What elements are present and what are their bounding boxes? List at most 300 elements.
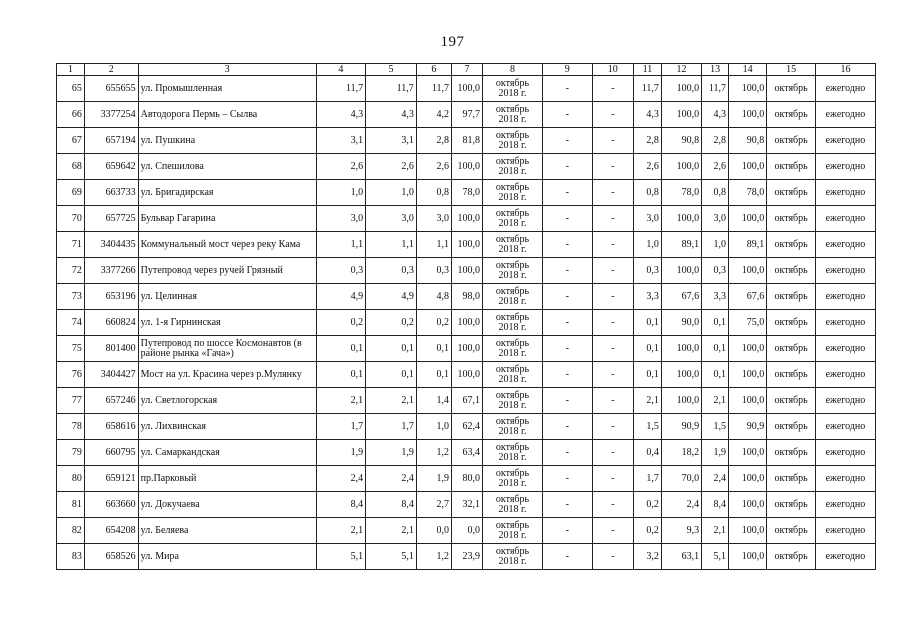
value-col-5: 2,6 <box>366 154 417 180</box>
value-col-4: 3,0 <box>316 206 366 232</box>
percent-col-7: 100,0 <box>451 206 482 232</box>
frequency-col-16: ежегодно <box>815 388 875 414</box>
percent-col-12: 100,0 <box>661 362 701 388</box>
month-col-15: октябрь <box>767 76 816 102</box>
percent-col-14: 67,6 <box>729 284 767 310</box>
percent-col-12: 67,6 <box>661 284 701 310</box>
value-col-4: 1,7 <box>316 414 366 440</box>
object-code: 653196 <box>84 284 138 310</box>
value-col-13: 2,8 <box>702 128 729 154</box>
frequency-col-16: ежегодно <box>815 102 875 128</box>
frequency-col-16: ежегодно <box>815 492 875 518</box>
column-header-11: 11 <box>633 64 661 76</box>
value-col-11: 0,2 <box>633 518 661 544</box>
value-col-10: - <box>592 180 633 206</box>
object-name: ул. Самаркандская <box>138 440 316 466</box>
frequency-col-16: ежегодно <box>815 440 875 466</box>
value-col-6: 4,2 <box>416 102 451 128</box>
percent-col-14: 100,0 <box>729 206 767 232</box>
column-header-9: 9 <box>542 64 592 76</box>
table-row <box>57 76 876 102</box>
percent-col-14: 100,0 <box>729 102 767 128</box>
period-col-8: октябрь 2018 г. <box>482 128 542 154</box>
value-col-10: - <box>592 102 633 128</box>
value-col-9: - <box>542 362 592 388</box>
percent-col-7: 63,4 <box>451 440 482 466</box>
table-row <box>57 440 876 466</box>
frequency-col-16: ежегодно <box>815 284 875 310</box>
month-col-15: октябрь <box>767 310 816 336</box>
period-col-8: октябрь 2018 г. <box>482 466 542 492</box>
value-col-5: 1,7 <box>366 414 417 440</box>
object-name: ул. Докучаева <box>138 492 316 518</box>
value-col-9: - <box>542 154 592 180</box>
value-col-11: 3,3 <box>633 284 661 310</box>
month-col-15: октябрь <box>767 492 816 518</box>
value-col-10: - <box>592 388 633 414</box>
frequency-col-16: ежегодно <box>815 466 875 492</box>
value-col-11: 3,2 <box>633 544 661 570</box>
month-col-15: октябрь <box>767 232 816 258</box>
value-col-9: - <box>542 388 592 414</box>
month-col-15: октябрь <box>767 466 816 492</box>
period-col-8: октябрь 2018 г. <box>482 76 542 102</box>
percent-col-14: 100,0 <box>729 466 767 492</box>
percent-col-7: 100,0 <box>451 76 482 102</box>
value-col-5: 1,1 <box>366 232 417 258</box>
percent-col-12: 100,0 <box>661 258 701 284</box>
value-col-11: 0,3 <box>633 258 661 284</box>
column-header-6: 6 <box>416 64 451 76</box>
value-col-11: 0,8 <box>633 180 661 206</box>
value-col-4: 4,9 <box>316 284 366 310</box>
value-col-6: 1,2 <box>416 440 451 466</box>
frequency-col-16: ежегодно <box>815 76 875 102</box>
value-col-4: 1,9 <box>316 440 366 466</box>
value-col-13: 2,1 <box>702 518 729 544</box>
month-col-15: октябрь <box>767 102 816 128</box>
header-row <box>57 64 876 76</box>
object-name: ул. Промышленная <box>138 76 316 102</box>
object-name: Путепровод по шоссе Космонавтов (в районе рынка «Гача») <box>138 336 316 362</box>
value-col-9: - <box>542 180 592 206</box>
value-col-13: 2,6 <box>702 154 729 180</box>
percent-col-7: 100,0 <box>451 362 482 388</box>
period-col-8: октябрь 2018 г. <box>482 206 542 232</box>
column-header-4: 4 <box>316 64 366 76</box>
value-col-13: 2,4 <box>702 466 729 492</box>
table-row <box>57 518 876 544</box>
percent-col-14: 100,0 <box>729 76 767 102</box>
value-col-9: - <box>542 492 592 518</box>
frequency-col-16: ежегодно <box>815 258 875 284</box>
frequency-col-16: ежегодно <box>815 206 875 232</box>
value-col-9: - <box>542 232 592 258</box>
frequency-col-16: ежегодно <box>815 232 875 258</box>
value-col-11: 2,6 <box>633 154 661 180</box>
object-name: Путепровод через ручей Грязный <box>138 258 316 284</box>
value-col-9: - <box>542 128 592 154</box>
percent-col-12: 100,0 <box>661 154 701 180</box>
value-col-6: 0,8 <box>416 180 451 206</box>
table-row <box>57 310 876 336</box>
percent-col-14: 100,0 <box>729 492 767 518</box>
row-number: 68 <box>57 154 85 180</box>
row-number: 78 <box>57 414 85 440</box>
percent-col-14: 100,0 <box>729 388 767 414</box>
object-code: 654208 <box>84 518 138 544</box>
column-header-1: 1 <box>57 64 85 76</box>
value-col-5: 2,4 <box>366 466 417 492</box>
object-name: Коммунальный мост через реку Кама <box>138 232 316 258</box>
frequency-col-16: ежегодно <box>815 414 875 440</box>
value-col-4: 3,1 <box>316 128 366 154</box>
month-col-15: октябрь <box>767 518 816 544</box>
value-col-4: 0,3 <box>316 258 366 284</box>
object-name: ул. Целинная <box>138 284 316 310</box>
column-header-8: 8 <box>482 64 542 76</box>
value-col-11: 1,0 <box>633 232 661 258</box>
row-number: 75 <box>57 336 85 362</box>
value-col-10: - <box>592 466 633 492</box>
value-col-10: - <box>592 310 633 336</box>
month-col-15: октябрь <box>767 414 816 440</box>
value-col-6: 2,8 <box>416 128 451 154</box>
value-col-5: 0,3 <box>366 258 417 284</box>
value-col-11: 2,1 <box>633 388 661 414</box>
value-col-11: 0,1 <box>633 336 661 362</box>
value-col-5: 11,7 <box>366 76 417 102</box>
value-col-5: 0,1 <box>366 362 417 388</box>
frequency-col-16: ежегодно <box>815 128 875 154</box>
row-number: 77 <box>57 388 85 414</box>
percent-col-7: 78,0 <box>451 180 482 206</box>
value-col-6: 0,1 <box>416 362 451 388</box>
period-col-8: октябрь 2018 г. <box>482 388 542 414</box>
object-code: 663660 <box>84 492 138 518</box>
value-col-4: 0,1 <box>316 336 366 362</box>
value-col-9: - <box>542 102 592 128</box>
period-col-8: октябрь 2018 г. <box>482 518 542 544</box>
value-col-9: - <box>542 544 592 570</box>
value-col-10: - <box>592 362 633 388</box>
period-col-8: октябрь 2018 г. <box>482 492 542 518</box>
object-code: 657246 <box>84 388 138 414</box>
value-col-13: 5,1 <box>702 544 729 570</box>
table-row <box>57 466 876 492</box>
value-col-5: 4,9 <box>366 284 417 310</box>
percent-col-7: 100,0 <box>451 310 482 336</box>
value-col-9: - <box>542 518 592 544</box>
period-col-8: октябрь 2018 г. <box>482 336 542 362</box>
value-col-10: - <box>592 336 633 362</box>
value-col-10: - <box>592 258 633 284</box>
value-col-13: 1,5 <box>702 414 729 440</box>
month-col-15: октябрь <box>767 362 816 388</box>
value-col-13: 0,1 <box>702 310 729 336</box>
table-row <box>57 492 876 518</box>
value-col-10: - <box>592 440 633 466</box>
percent-col-14: 100,0 <box>729 154 767 180</box>
value-col-9: - <box>542 414 592 440</box>
value-col-5: 3,0 <box>366 206 417 232</box>
value-col-9: - <box>542 310 592 336</box>
column-header-10: 10 <box>592 64 633 76</box>
table-row <box>57 180 876 206</box>
value-col-10: - <box>592 544 633 570</box>
object-code: 3404435 <box>84 232 138 258</box>
percent-col-12: 18,2 <box>661 440 701 466</box>
column-header-16: 16 <box>815 64 875 76</box>
period-col-8: октябрь 2018 г. <box>482 232 542 258</box>
table-row <box>57 128 876 154</box>
object-name: ул. Бригадирская <box>138 180 316 206</box>
value-col-11: 4,3 <box>633 102 661 128</box>
percent-col-7: 100,0 <box>451 336 482 362</box>
row-number: 65 <box>57 76 85 102</box>
object-name: пр.Парковый <box>138 466 316 492</box>
table-row <box>57 388 876 414</box>
row-number: 70 <box>57 206 85 232</box>
percent-col-12: 90,9 <box>661 414 701 440</box>
value-col-13: 2,1 <box>702 388 729 414</box>
percent-col-12: 78,0 <box>661 180 701 206</box>
value-col-4: 5,1 <box>316 544 366 570</box>
value-col-11: 1,5 <box>633 414 661 440</box>
value-col-11: 0,1 <box>633 310 661 336</box>
period-col-8: октябрь 2018 г. <box>482 102 542 128</box>
value-col-5: 2,1 <box>366 388 417 414</box>
value-col-6: 1,2 <box>416 544 451 570</box>
period-col-8: октябрь 2018 г. <box>482 154 542 180</box>
frequency-col-16: ежегодно <box>815 362 875 388</box>
table-row <box>57 258 876 284</box>
month-col-15: октябрь <box>767 284 816 310</box>
value-col-13: 1,0 <box>702 232 729 258</box>
table-body <box>57 76 876 570</box>
row-number: 67 <box>57 128 85 154</box>
value-col-11: 1,7 <box>633 466 661 492</box>
percent-col-12: 100,0 <box>661 206 701 232</box>
column-header-15: 15 <box>767 64 816 76</box>
value-col-5: 0,1 <box>366 336 417 362</box>
percent-col-7: 100,0 <box>451 258 482 284</box>
percent-col-12: 100,0 <box>661 388 701 414</box>
table-row <box>57 284 876 310</box>
object-name: ул. Спешилова <box>138 154 316 180</box>
value-col-4: 2,1 <box>316 388 366 414</box>
object-code: 658616 <box>84 414 138 440</box>
row-number: 82 <box>57 518 85 544</box>
object-code: 657194 <box>84 128 138 154</box>
percent-col-14: 89,1 <box>729 232 767 258</box>
object-code: 660795 <box>84 440 138 466</box>
column-header-14: 14 <box>729 64 767 76</box>
column-header-12: 12 <box>661 64 701 76</box>
percent-col-12: 100,0 <box>661 336 701 362</box>
frequency-col-16: ежегодно <box>815 154 875 180</box>
value-col-10: - <box>592 154 633 180</box>
percent-col-7: 98,0 <box>451 284 482 310</box>
row-number: 76 <box>57 362 85 388</box>
value-col-10: - <box>592 232 633 258</box>
value-col-9: - <box>542 284 592 310</box>
percent-col-7: 97,7 <box>451 102 482 128</box>
value-col-13: 4,3 <box>702 102 729 128</box>
period-col-8: октябрь 2018 г. <box>482 284 542 310</box>
percent-col-14: 100,0 <box>729 440 767 466</box>
percent-col-12: 89,1 <box>661 232 701 258</box>
column-header-3: 3 <box>138 64 316 76</box>
percent-col-7: 100,0 <box>451 154 482 180</box>
value-col-13: 8,4 <box>702 492 729 518</box>
value-col-13: 3,3 <box>702 284 729 310</box>
value-col-10: - <box>592 206 633 232</box>
row-number: 69 <box>57 180 85 206</box>
table-row <box>57 232 876 258</box>
value-col-4: 2,1 <box>316 518 366 544</box>
month-col-15: октябрь <box>767 206 816 232</box>
value-col-9: - <box>542 76 592 102</box>
percent-col-14: 90,8 <box>729 128 767 154</box>
value-col-13: 0,1 <box>702 336 729 362</box>
value-col-4: 1,1 <box>316 232 366 258</box>
value-col-5: 8,4 <box>366 492 417 518</box>
period-col-8: октябрь 2018 г. <box>482 440 542 466</box>
value-col-9: - <box>542 440 592 466</box>
percent-col-7: 62,4 <box>451 414 482 440</box>
value-col-4: 8,4 <box>316 492 366 518</box>
period-col-8: октябрь 2018 г. <box>482 258 542 284</box>
percent-col-12: 9,3 <box>661 518 701 544</box>
row-number: 79 <box>57 440 85 466</box>
percent-col-14: 100,0 <box>729 362 767 388</box>
value-col-9: - <box>542 258 592 284</box>
object-code: 660824 <box>84 310 138 336</box>
value-col-4: 11,7 <box>316 76 366 102</box>
month-col-15: октябрь <box>767 128 816 154</box>
object-name: ул. Светлогорская <box>138 388 316 414</box>
value-col-10: - <box>592 492 633 518</box>
object-name: ул. Лихвинская <box>138 414 316 440</box>
row-number: 74 <box>57 310 85 336</box>
value-col-10: - <box>592 414 633 440</box>
month-col-15: октябрь <box>767 388 816 414</box>
value-col-10: - <box>592 76 633 102</box>
table-row <box>57 544 876 570</box>
percent-col-7: 32,1 <box>451 492 482 518</box>
roads-table <box>56 63 876 570</box>
value-col-5: 2,1 <box>366 518 417 544</box>
value-col-11: 0,4 <box>633 440 661 466</box>
month-col-15: октябрь <box>767 544 816 570</box>
value-col-6: 2,7 <box>416 492 451 518</box>
value-col-6: 1,0 <box>416 414 451 440</box>
value-col-9: - <box>542 336 592 362</box>
value-col-6: 1,4 <box>416 388 451 414</box>
value-col-4: 1,0 <box>316 180 366 206</box>
table-row <box>57 102 876 128</box>
percent-col-12: 70,0 <box>661 466 701 492</box>
value-col-5: 0,2 <box>366 310 417 336</box>
percent-col-14: 78,0 <box>729 180 767 206</box>
frequency-col-16: ежегодно <box>815 518 875 544</box>
value-col-13: 1,9 <box>702 440 729 466</box>
value-col-11: 11,7 <box>633 76 661 102</box>
object-code: 659121 <box>84 466 138 492</box>
percent-col-14: 75,0 <box>729 310 767 336</box>
object-code: 659642 <box>84 154 138 180</box>
object-code: 657725 <box>84 206 138 232</box>
row-number: 66 <box>57 102 85 128</box>
object-code: 3377254 <box>84 102 138 128</box>
value-col-6: 1,9 <box>416 466 451 492</box>
table-row <box>57 336 876 362</box>
value-col-11: 0,1 <box>633 362 661 388</box>
column-header-2: 2 <box>84 64 138 76</box>
object-code: 801400 <box>84 336 138 362</box>
value-col-6: 0,2 <box>416 310 451 336</box>
percent-col-14: 100,0 <box>729 336 767 362</box>
object-name: ул. Пушкина <box>138 128 316 154</box>
value-col-13: 3,0 <box>702 206 729 232</box>
percent-col-14: 100,0 <box>729 258 767 284</box>
object-name: Бульвар Гагарина <box>138 206 316 232</box>
period-col-8: октябрь 2018 г. <box>482 180 542 206</box>
object-name: ул. Мира <box>138 544 316 570</box>
value-col-5: 1,0 <box>366 180 417 206</box>
value-col-11: 2,8 <box>633 128 661 154</box>
object-code: 3377266 <box>84 258 138 284</box>
percent-col-12: 90,8 <box>661 128 701 154</box>
page-number: 197 <box>440 34 465 50</box>
value-col-6: 3,0 <box>416 206 451 232</box>
column-header-13: 13 <box>702 64 729 76</box>
value-col-5: 5,1 <box>366 544 417 570</box>
value-col-5: 4,3 <box>366 102 417 128</box>
value-col-10: - <box>592 518 633 544</box>
value-col-10: - <box>592 284 633 310</box>
value-col-6: 4,8 <box>416 284 451 310</box>
percent-col-7: 67,1 <box>451 388 482 414</box>
month-col-15: октябрь <box>767 154 816 180</box>
value-col-6: 0,3 <box>416 258 451 284</box>
row-number: 73 <box>57 284 85 310</box>
column-header-7: 7 <box>451 64 482 76</box>
row-number: 80 <box>57 466 85 492</box>
month-col-15: октябрь <box>767 336 816 362</box>
value-col-11: 0,2 <box>633 492 661 518</box>
value-col-4: 2,6 <box>316 154 366 180</box>
object-code: 3404427 <box>84 362 138 388</box>
value-col-4: 0,1 <box>316 362 366 388</box>
frequency-col-16: ежегодно <box>815 180 875 206</box>
percent-col-7: 23,9 <box>451 544 482 570</box>
month-col-15: октябрь <box>767 440 816 466</box>
value-col-13: 0,3 <box>702 258 729 284</box>
row-number: 83 <box>57 544 85 570</box>
table-row <box>57 206 876 232</box>
table-row <box>57 362 876 388</box>
object-name: Мост на ул. Красина через р.Мулянку <box>138 362 316 388</box>
row-number: 71 <box>57 232 85 258</box>
value-col-5: 3,1 <box>366 128 417 154</box>
value-col-6: 0,1 <box>416 336 451 362</box>
column-header-5: 5 <box>366 64 417 76</box>
percent-col-7: 80,0 <box>451 466 482 492</box>
frequency-col-16: ежегодно <box>815 336 875 362</box>
value-col-9: - <box>542 206 592 232</box>
